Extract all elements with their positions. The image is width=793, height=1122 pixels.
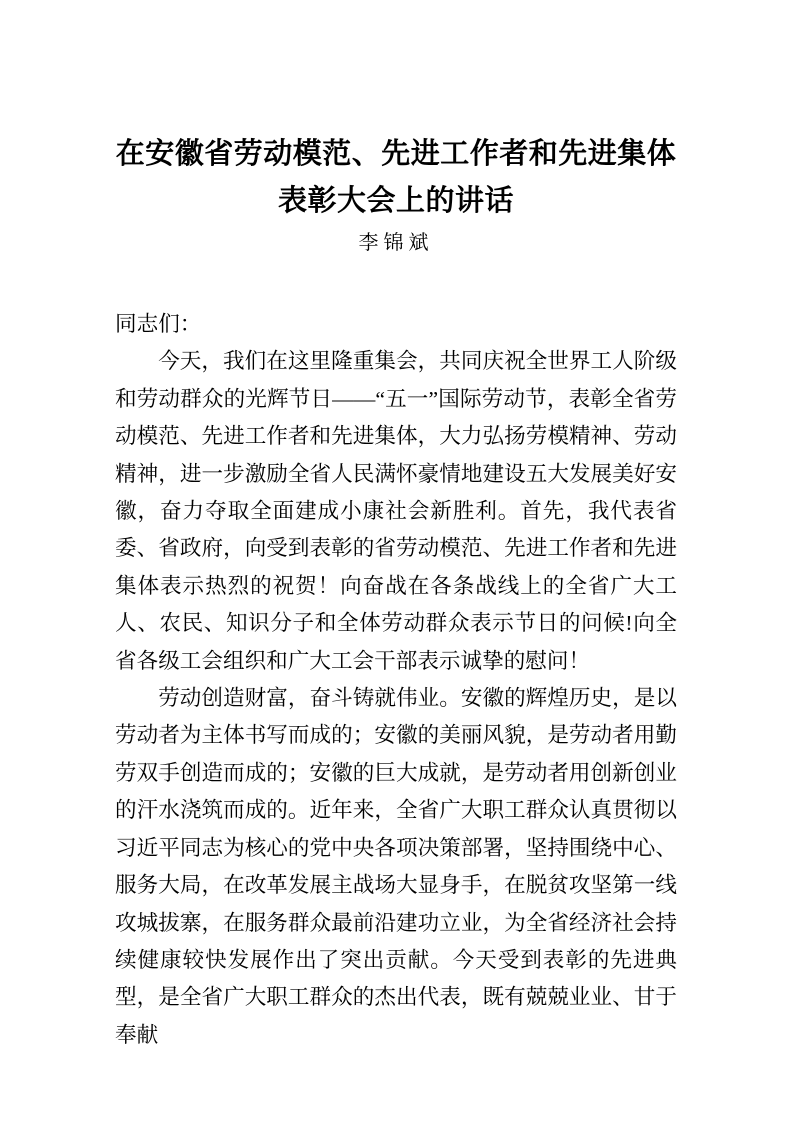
title-line-1: 在安徽省劳动模范、先进工作者和先进集体 — [115, 138, 677, 170]
document-title — [101, 131, 691, 225]
author-byline: 李锦斌 — [358, 232, 434, 254]
paragraph-2: 劳动创造财富，奋斗铸就伟业。安徽的辉煌历史，是以劳动者为主体书写而成的；安徽的美丽风貌，是劳动者用勤劳双手创造而成的；安徽的巨大成就，是劳动者用创新创业的汗水浇筑而成的。近年来，全省广大职工群众认真贯彻以习近平同志为核心的党中央各项决策部署，坚持围绕中心、服务大局，在改革发展主战场大显身手，在脱贫攻坚第一线攻城拔寨，在服务群众最前沿建功立业，为全省经济社会持续健康较快发展作出了突出贡献。今天受到表彰的先进典型，是全省广大职工群众的杰出代表，既有兢兢业业、甘于奉献 — [115, 686, 677, 1047]
document-body — [115, 306, 677, 1054]
salutation: 同志们： — [115, 312, 202, 336]
paragraph-1: 今天，我们在这里隆重集会，共同庆祝全世界工人阶级和劳动群众的光辉节日——“五一”国际劳动节，表彰全省劳动模范、先进工作者和先进集体，大力弘扬劳模精神、劳动精神，进一步激励全省人民满怀豪情地建设五大发展美好安徽，奋力夺取全面建成小康社会新胜利。首先，我代表省委、省政府，向受到表彰的省劳动模范、先进工作者和先进集体表示热烈的祝贺！向奋战在各条战线上的全省广大工人、农民、知识分子和全体劳动群众表示节日的问候!向全省各级工会组织和广大工会干部表示诚挚的慰问！ — [115, 349, 677, 673]
title-line-2: 表彰大会上的讲话 — [277, 185, 514, 217]
